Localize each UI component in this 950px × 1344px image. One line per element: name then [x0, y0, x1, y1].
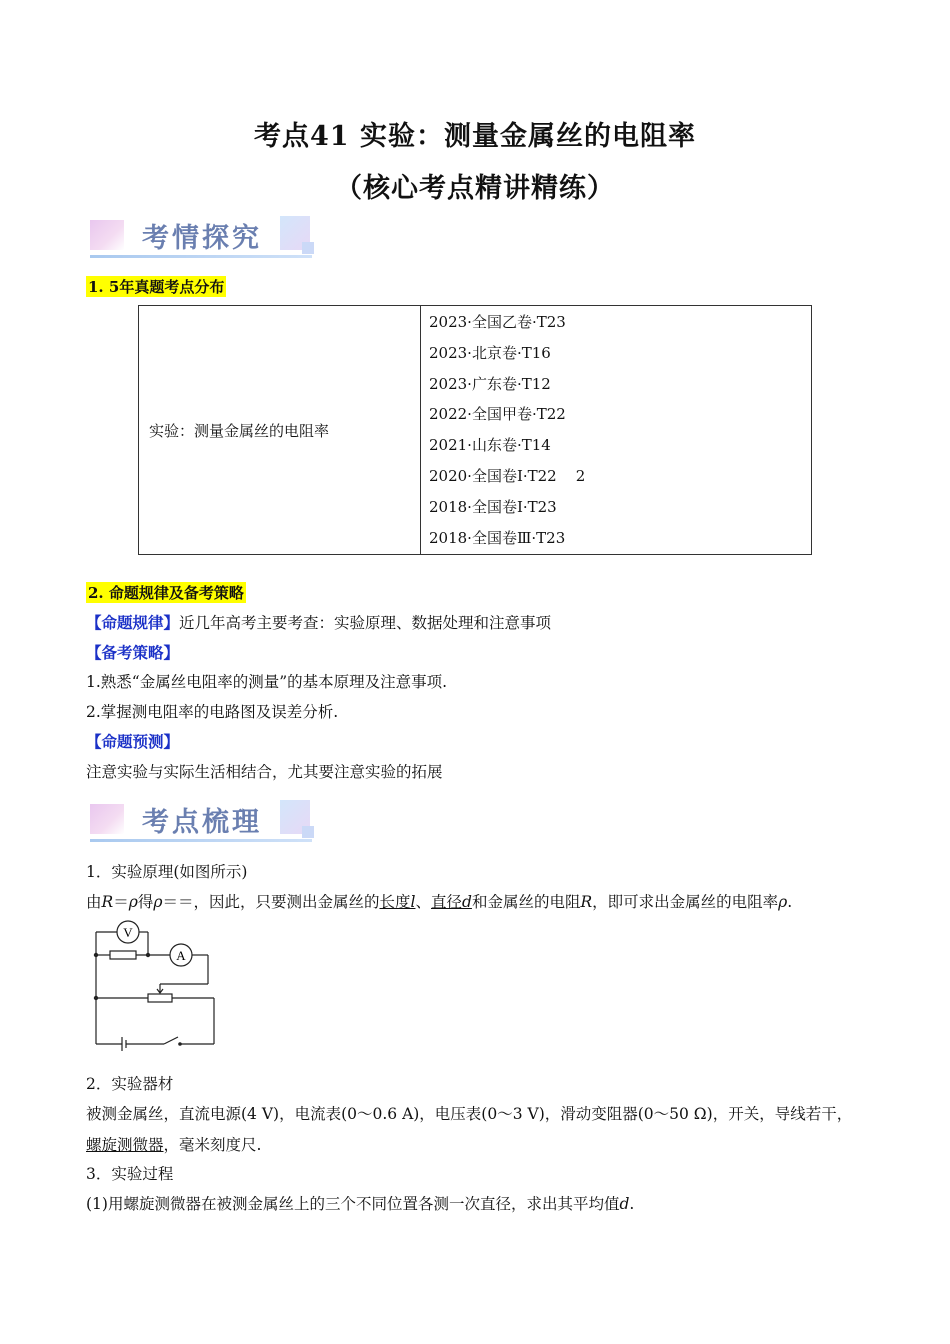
rule-label: 【命题规律】: [86, 613, 180, 632]
circuit-diagram: [88, 918, 218, 1053]
list-item: 2018·全国卷Ⅰ·T23: [429, 497, 557, 516]
section-banner-analysis: [90, 216, 312, 258]
banner-title: 考情探究: [142, 223, 262, 254]
switch-contact: [178, 1042, 182, 1046]
var-l: l: [410, 893, 416, 911]
equipment-line-1: 被测金属丝，直流电源(4 V)，电流表(0～0.6 A)，电压表(0～3 V)，滑动变阻器(0～50 Ω)，开关，导线若干，: [86, 1105, 853, 1123]
section-heading-strategy: 2. 命题规律及备考策略: [88, 584, 244, 602]
list-item: 2022·全国甲卷·T22: [429, 405, 566, 424]
voltmeter-label: V: [123, 925, 133, 940]
var-d: d: [619, 1195, 630, 1213]
principle-heading: 1．实验原理(如图所示): [86, 863, 248, 881]
underlined-length: [379, 893, 415, 911]
underlined-diameter: [431, 893, 472, 911]
text-segment: ，即可求出金属丝的电阻率: [592, 893, 779, 911]
process-step-1: [86, 1192, 634, 1214]
list-item: 2021·山东卷·T14: [429, 436, 551, 455]
list-item: 2023·全国乙卷·T23: [429, 313, 566, 331]
var-r: R: [101, 893, 114, 911]
text-segment: 长度: [379, 893, 411, 911]
text-segment: ＝: [113, 893, 129, 911]
junction-dot: [94, 953, 98, 957]
list-item: 2018·全国卷Ⅲ·T23: [429, 528, 566, 547]
table-topic-cell: 实验：测量金属丝的电阻率: [139, 306, 421, 555]
equipment-line-2: [86, 1133, 261, 1155]
page-subtitle: （核心考点精讲精练）: [335, 173, 615, 204]
junction-dot: [146, 953, 150, 957]
principle-paragraph: [86, 890, 792, 912]
rule-paragraph: [86, 611, 551, 633]
text-segment: (1)用螺旋测微器在被测金属丝上的三个不同位置各测一次直径，求出其平均值: [86, 1195, 620, 1213]
banner-underline: [90, 255, 312, 258]
ammeter-label: A: [176, 948, 186, 963]
banner-title: 考点梳理: [142, 807, 262, 838]
process-heading: 3．实验过程: [86, 1165, 174, 1183]
banner-decoration: [90, 804, 124, 834]
equipment-rest: ，毫米刻度尺.: [163, 1136, 262, 1154]
equipment-heading: 2．实验器材: [86, 1075, 174, 1093]
exam-distribution-table: [138, 305, 812, 555]
rule-text: 近几年高考主要考查：实验原理、数据处理和注意事项: [179, 614, 552, 632]
text-segment: 和金属丝的电阻: [471, 893, 581, 911]
var-r: R: [580, 893, 593, 911]
banner-decoration: [280, 800, 310, 834]
var-d: d: [462, 893, 472, 911]
text-segment: 直径: [430, 893, 462, 911]
predict-text: 注意实验与实际生活相结合，尤其要注意实验的拓展: [86, 763, 443, 781]
junction-dot: [94, 996, 98, 1000]
text-segment: 、: [415, 893, 431, 911]
list-item: 2020·全国卷Ⅰ·T22 2: [429, 466, 586, 485]
banner-decoration: [280, 216, 310, 250]
strategy-item-2: 2.掌握测电阻率的电路图及误差分析.: [86, 703, 339, 721]
strategy-label-text: 【备考策略】: [86, 643, 180, 662]
var-rho: ρ: [128, 893, 138, 911]
text-segment: 得: [137, 893, 154, 911]
page-title: 考点41 实验：测量金属丝的电阻率: [254, 121, 696, 152]
text-segment: .: [787, 893, 793, 911]
var-rho: ρ: [153, 893, 163, 911]
text-segment: 由: [86, 893, 102, 911]
section-heading-five-year: 1. 5年真题考点分布: [88, 278, 225, 296]
predict-label-text: 【命题预测】: [86, 732, 180, 751]
section-banner-review: [90, 800, 312, 842]
var-rho: ρ: [778, 893, 788, 911]
strategy-label: [86, 641, 179, 663]
banner-underline: [90, 839, 312, 842]
table-items-cell: [421, 306, 812, 555]
text-segment: .: [629, 1195, 635, 1213]
equipment-micrometer: 螺旋测微器: [86, 1136, 164, 1154]
predict-label: [86, 730, 179, 752]
strategy-item-1: 1.熟悉“金属丝电阻率的测量”的基本原理及注意事项.: [86, 673, 448, 691]
list-item: 2023·广东卷·T12: [429, 374, 551, 393]
text-segment: ＝＝，因此，只要测出金属丝的: [162, 893, 380, 911]
banner-decoration: [90, 220, 124, 250]
list-item: 2023·北京卷·T16: [429, 343, 551, 362]
